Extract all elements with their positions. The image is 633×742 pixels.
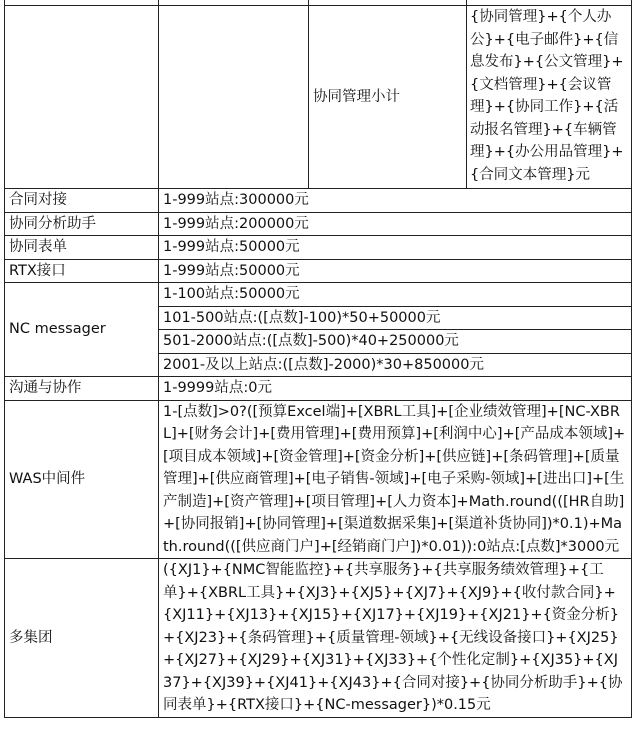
product-price: 1-999站点:50000元: [159, 259, 632, 283]
table-row: [5, 236, 632, 260]
product-name: 沟通与协作: [5, 377, 159, 401]
table-row: [5, 377, 632, 401]
product-formula: 1-[点数]>0?([预算Excel端]+[XBRL工具]+[企业绩效管理]+[NC-XBRL]+[财务会计]+[费用管理]+[费用预算]+[利润中心]+[产品成本领域]+[项目成本领域]+[资金管理]+[资金分析]+[供应链]+[条码管理]+[质量管理]+[供应商管理]+[电子销售-领域]+[电子采购-领域]+[进出口]+[生产制造]+[资产管理]+[项目管理]+[人力资本]+Math.round(([HR自助]+[协同报销]+[协同管理]+[渠道数据采集]+[渠道补货协同])*0.1)+Math.round(([供应商门户]+[经销商门户])*0.01)):0站点:[点数]*3000元: [159, 400, 632, 559]
product-formula: ({XJ1}+{NMC智能监控}+{共享服务}+{共享服务绩效管理}+{工单}+{XBRL工具}+{XJ3}+{XJ5}+{XJ7}+{XJ9}+{收付款合同}+{XJ11}+{XJ13}+{XJ15}+{XJ17}+{XJ19}+{XJ21}+{资金分析}+{XJ23}+{条码管理}+{质量管理-领域}+{无线设备接口}+{XJ25}+{XJ27}+{XJ29}+{XJ31}+{XJ33}+{个性化定制}+{XJ35}+{XJ37}+{XJ39}+{XJ41}+{XJ43}+{合同对接}+{协同分析助手}+{协同表单}+{RTX接口}+{NC-messager})*0.15元: [159, 559, 632, 718]
product-name: 协同分析助手: [5, 212, 159, 236]
product-name: RTX接口: [5, 259, 159, 283]
pricing-table: [4, 0, 632, 718]
price-tier: 101-500站点:([点数]-100)*50+50000元: [159, 306, 632, 330]
table-row-nc-messager: [5, 283, 632, 307]
product-price: 1-999站点:200000元: [159, 212, 632, 236]
table-row: [5, 189, 632, 213]
product-price: 1-999站点:50000元: [159, 236, 632, 260]
product-name: WAS中间件: [5, 400, 159, 559]
product-name: 协同表单: [5, 236, 159, 260]
table-row: [5, 212, 632, 236]
table-row-was: [5, 400, 632, 559]
price-tier: 501-2000站点:([点数]-500)*40+250000元: [159, 330, 632, 354]
product-name: 多集团: [5, 559, 159, 718]
subtotal-label: 协同管理小计: [309, 6, 467, 189]
table-row-subtotal: [5, 6, 632, 189]
table-cell: [5, 6, 159, 189]
product-name: 合同对接: [5, 189, 159, 213]
subtotal-formula: {协同管理}+{个人办公}+{电子邮件}+{信息发布}+{公文管理}+{文档管理}+{会议管理}+{协同工作}+{活动报名管理}+{车辆管理}+{办公用品管理}+{合同文本管理}元: [467, 6, 632, 189]
price-tier: 1-100站点:50000元: [159, 283, 632, 307]
table-row-multi-group: [5, 559, 632, 718]
product-price: 1-999站点:300000元: [159, 189, 632, 213]
product-price: 1-9999站点:0元: [159, 377, 632, 401]
price-tier: 2001-及以上站点:([点数]-2000)*30+850000元: [159, 353, 632, 377]
table-row: [5, 259, 632, 283]
product-name: NC messager: [5, 283, 159, 377]
table-cell: [159, 6, 309, 189]
